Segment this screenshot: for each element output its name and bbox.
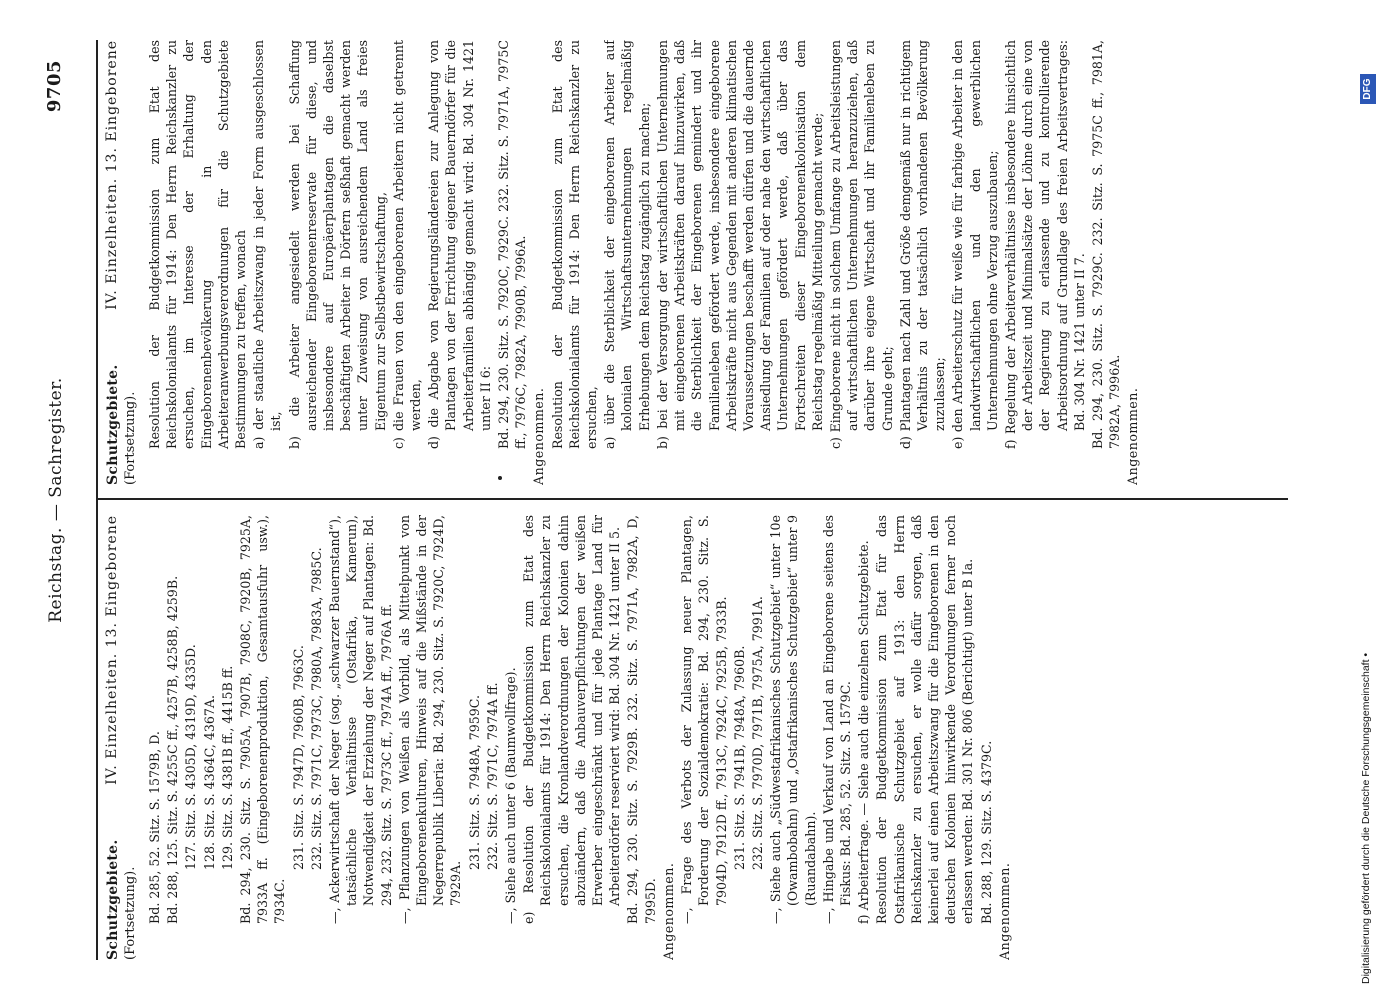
left-entry: 127. Sitz. S. 4305D, 4319D, 4335D. (183, 644, 199, 870)
right-entry: a) der staatliche Arbeitszwang in jeder Form ausgeschlossen ist, (251, 40, 284, 449)
right-entry: d) Plantagen nach Zahl und Größe demgemäß nur in richtigem Verhältnis zu der tatsächlich vorhandenen Bevölkerung zuzulassen; (897, 40, 948, 449)
left-keyword: Schutzgebiete. (105, 839, 121, 960)
credit-text: Digitalisierung gefördert durch die Deutsche Forschungsgemeinschaft • (1360, 652, 1372, 984)
left-entry: 232. Sitz. S. 7970D, 7971B, 7975A, 7991A. (749, 596, 765, 870)
left-entry: 231. Sitz. S. 7948A, 7959C. (466, 695, 482, 870)
dfg-logo: DFG (1360, 74, 1376, 104)
left-entry: 231. Sitz. S. 7947D, 7960B, 7963C. (290, 645, 306, 870)
digitization-credit (1360, 14, 1378, 984)
left-entry: 128. Sitz. S. 4364C, 4367A. (201, 695, 217, 870)
page-number: 9705 (44, 60, 65, 113)
right-entry: a) über die Sterblichkeit der eingeborenen Arbeiter auf kolonialen Wirtschaftsunternehmungen regelmäßig Erhebungen dem Reichstag zugänglich zu machen; (602, 40, 652, 449)
left-entry: Bd. 294, 230. Sitz. S. 7905A, 7907B, 7908C, 7920B, 7925A, 7933A ff. (Eingeborenenproduktion, Gesamtausfuhr usw.), 7934C. (238, 515, 288, 924)
right-entry: c) Eingeborene nicht in solchem Umfange zu Arbeitsleistungen auf wirtschaftlichen Unternehmungen heranzuziehen, daß darüber ihre eigene Wirtschaft und ihr Familienleben zu Grunde geht; (827, 40, 895, 449)
right-entry: Bd. 294, 230. Sitz. S. 7920C, 7929C. 232. Sitz. S. 7971A, 7975C ff., 7976C, 7982A, 7990B, 7996A. (496, 40, 529, 449)
header-rule (96, 40, 98, 960)
left-entry: —, Frage des Verbots der Zulassung neuer Plantagen, Forderung der Sozialdemokratie: Bd. 294, 230. Sitz. S. 7904D, 7912D ff., 7913C, 7924C, 7925B, 7933B. (679, 515, 729, 924)
left-entry: Bd. 288, 129. Sitz. S. 4379C. (978, 740, 994, 924)
left-continued: (Fortsetzung). (123, 866, 138, 960)
left-entry: —, Siehe auch „Südwestafrikanisches Schutzgebiet“ unter 10e (Owambobahn) und „Ostafrikanisches Schutzgebiet“ unter 9 (Ruandabahn). (768, 515, 818, 924)
left-entry: Bd. 285, 52. Sitz. S. 1579B, D. (147, 731, 162, 924)
left-entry: Bd. 294, 230. Sitz. S. 7929B. 232. Sitz. S. 7971A, 7982A, D, 7995D. (625, 515, 658, 924)
left-entry: Angenommen. (660, 862, 676, 960)
left-column (104, 515, 1284, 960)
right-column-heading (104, 40, 140, 485)
left-entry: —, Ackerwirtschaft der Neger (sog. „schwarzer Bauernstand“), tatsächliche Verhältnisse (Ostafrika, Kamerun), Notwendigkeit der Erziehung der Neger auf Plantagen: Bd. 294, 232. Sitz. S. 7973C ff., 7974A ff., 7976A ff. (327, 515, 394, 924)
right-entry: f) Regelung der Arbeiterverhältnisse insbesondere hinsichtlich der Arbeitszeit und Minimalsätze der Löhne durch eine von der Regierung zu erlassende und zu kontrollierende Arbeitsordnung auf Grundlage des freien Arbeitsvertrages: Bd. 304 Nr. 1421 unter II 7. (1002, 40, 1087, 449)
credit-text-wrap (1360, 14, 1378, 984)
left-entry: Resolution der Budgetkommission zum Etat für das Ostafrikanische Schutzgebiet auf 1913: den Herrn Reichskanzler zu ersuchen, er wolle dafür sorgen, daß keinerlei auf einen Arbeitszwang für die Eingeborenen in den deutschen Kolonien hinwirkende Verordnungen ferner noch erlassen werden: Bd. 301 Nr. 806 (Berichtigt) unter B Ia. (874, 515, 976, 924)
right-entry: Resolution der Budgetkommission zum Etat des Reichskolonialamts für 1914: Den Herrn Reichskanzler zu ersuchen, (549, 40, 600, 449)
right-column (104, 40, 1284, 485)
right-entry: Angenommen. (531, 387, 547, 485)
left-entry: e) Resolution der Budgetkommission zum Etat des Reichskolonialamts für 1914: Den Herrn Reichskanzler zu ersuchen, die Kronlandverordnungen der Kolonien dahin abzuändern, daß die Anbauverpflichtungen der weißen Erwerber eingeschränkt und für jede Plantage Land für Arbeiterdörfer reserviert wird: Bd. 304 Nr. 1421 unter II 5. (521, 515, 623, 924)
page-header (40, 60, 70, 940)
right-entry: c) die Frauen von den eingeborenen Arbeitern nicht getrennt werden, (390, 40, 424, 449)
right-continued: (Fortsetzung). (123, 391, 138, 485)
right-entry: e) den Arbeiterschutz für weiße wie für farbige Arbeiter in den landwirtschaftlichen und den gewerblichen Unternehmungen ohne Verzug auszubauen; (950, 40, 1000, 449)
left-entry: 129. Sitz. S. 4381B ff., 4415B ff. (219, 665, 235, 870)
left-section-title: IV. Einzelheiten. 13. Eingeborene (104, 515, 120, 785)
left-column-heading (104, 515, 140, 960)
left-entry: Bd. 288, 125. Sitz. S. 4255C ff., 4257B, 4258B, 4259B. (165, 575, 181, 924)
left-entry: 232. Sitz. S. 7971C, 7973C, 7980A, 7983A, 7985C. (308, 547, 324, 870)
right-entry: Bd. 294, 230. Sitz. S. 7929C. 232. Sitz. S. 7975C ff., 7981A, 7982A, 7996A. (1089, 40, 1123, 449)
right-entry: Resolution der Budgetkommission zum Etat des Reichskolonialamts für 1914: Den Herrn Reichskanzler zu ersuchen, im Interesse der Erhaltung der Eingeborenenbevölkerung in den Arbeiteranwerbungsverordnungen für die Schutzgebiete Bestimmungen zu treffen, wonach (147, 40, 249, 449)
right-entries (146, 40, 1142, 485)
left-entry: —, Pflanzungen von Weißen als Vorbild, als Mittelpunkt von Eingeborenenkulturen, Hinweis auf die Mißstände in der Negerrepublik Liberia: Bd. 294, 230. Sitz. S. 7920C, 7924D, 7929A. (396, 515, 464, 924)
left-entry: Angenommen. (996, 862, 1012, 960)
left-entry: —, Hingabe und Verkauf von Land an Eingeborene seitens des Fiskus: Bd. 285, 52. Sitz. S. 1579C. (820, 515, 853, 924)
running-title: Reichstag. — Sachregister. (46, 377, 66, 623)
left-entry: —, Siehe auch unter 6 (Baumwollfrage). (503, 667, 519, 924)
right-entry: b) bei der Versorgung der wirtschaftlichen Unternehmungen mit eingeborenen Arbeitskräften darauf hinzuwirken, daß die Sterblichkeit der Eingeborenen gemindert und ihr Familienleben gefördert werde, insbesondere eingeborene Arbeitskräfte nicht aus Gegenden mit anderen klimatischen Voraussetzungen beschafft werden dürfen und die dauernde Ansiedlung der Familien auf oder nahe den wirtschaftlichen Unternehmungen gefördert werde, daß über das Fortschreiten dieser Eingeborenenkolonisation dem Reichstag regelmäßig Mitteilung gemacht werde; (654, 40, 825, 449)
right-entry: b) die Arbeiter angesiedelt werden bei Schaffung ausreichender Eingeborenenreservate für diese, und insbesondere auf Europäerplantagen die daselbst beschäftigten Arbeiter in Dörfern seßhaft gemacht werden unter Zuweisung von ausreichendem Land als freies Eigentum zur Selbstbewirtschaftung, (286, 40, 388, 449)
left-entry: f) Arbeiterfrage. — Siehe auch die einzelnen Schutzgebiete. (856, 540, 872, 924)
right-section-title: IV. Einzelheiten. 13. Eingeborene (104, 40, 120, 310)
right-entry: Angenommen. (1125, 387, 1141, 485)
left-entries (146, 515, 1013, 960)
left-entry: 231. Sitz. S. 7941B, 7948A, 7960B. (731, 645, 747, 870)
left-entry: 232. Sitz. S. 7971C, 7974A ff. (484, 682, 500, 870)
right-keyword: Schutzgebiete. (105, 364, 121, 485)
right-entry: d) die Abgabe von Regierungsländereien zur Anlegung von Plantagen von der Errichtung eigener Bauerndörfer für die Arbeiterfamilien abhängig gemacht wird: Bd. 304 Nr. 1421 unter II 6: (426, 40, 493, 449)
column-divider (98, 499, 1288, 501)
